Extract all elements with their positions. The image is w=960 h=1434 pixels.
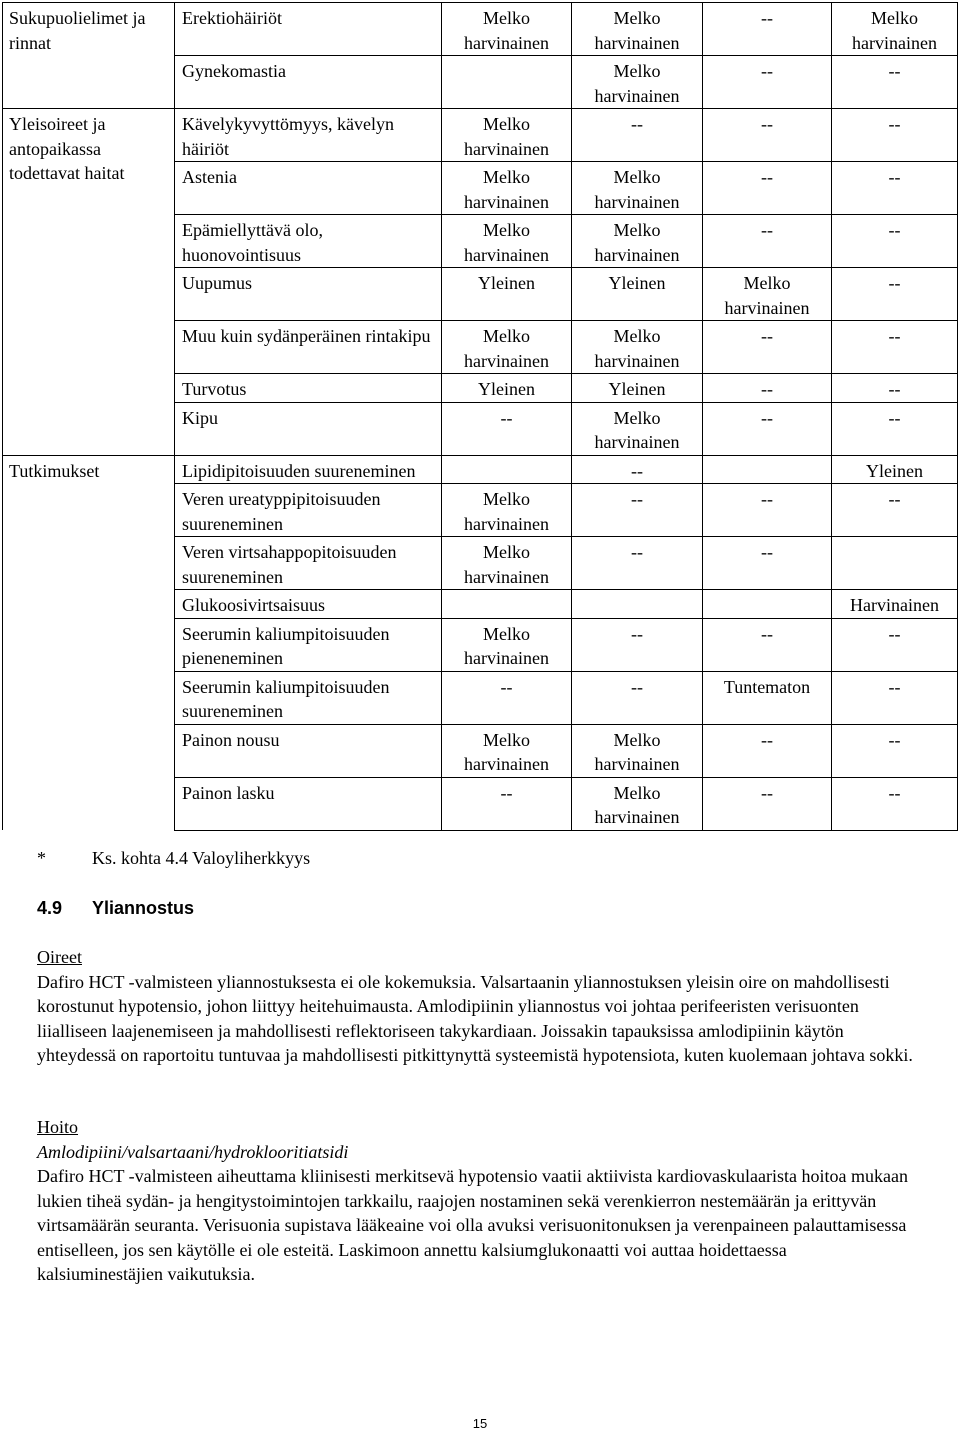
page-number: 15 (472, 1416, 488, 1431)
reaction-cell: Muu kuin sydänperäinen rintakipu (175, 321, 442, 374)
footnote (37, 848, 310, 869)
treatment-subheading: Amlodipiini/valsartaani/hydroklooritiatsidi (37, 1141, 349, 1162)
treatment-text: Dafiro HCT -valmisteen aiheuttama kliinisesti merkitsevä hypotensio vaatii aktiivista kardiovaskulaarista hoitoa mukaan lukien tiheä sydän- ja hengitystoimintojen tarkkailu, raajojen nostaminen sekä verenkierron nestemäärän ja erittyvän virtsamäärän seuranta. Verisuonia supistava lääkeaine voi olla avuksi verisuonitonuksen ja verenpaineen palauttamisessa entiselleen, jos sen käytölle ei ole esteitä. Laskimoon annettu kalsiumglukonaatti voi auttaa hoidettaessa kalsiuminestäjien vaikutuksia. (37, 1166, 908, 1284)
reaction-cell: Glukoosivirtsaisuus (175, 590, 442, 619)
frequency-cell: -- (832, 56, 958, 109)
reaction-cell: Turvotus (175, 374, 442, 403)
frequency-cell: -- (832, 321, 958, 374)
footnote-marker: * (37, 848, 46, 868)
frequency-cell: -- (703, 321, 832, 374)
treatment-block (37, 1115, 917, 1287)
frequency-cell: -- (703, 724, 832, 777)
reaction-cell: Uupumus (175, 268, 442, 321)
frequency-cell: -- (703, 56, 832, 109)
frequency-cell: -- (832, 162, 958, 215)
section-number: 4.9 (37, 898, 63, 918)
frequency-cell: Melko harvinainen (572, 215, 703, 268)
frequency-cell: Melko harvinainen (442, 724, 572, 777)
reaction-cell: Veren virtsahappopitoisuuden suureneminen (175, 537, 442, 590)
frequency-cell: -- (832, 724, 958, 777)
section-title: Yliannostus (92, 898, 195, 918)
frequency-cell: Melko harvinainen (703, 268, 832, 321)
frequency-cell: Yleinen (572, 268, 703, 321)
frequency-cell: Tuntematon (703, 671, 832, 724)
frequency-cell: Melko harvinainen (832, 3, 958, 56)
frequency-cell: -- (703, 3, 832, 56)
frequency-cell: Melko harvinainen (572, 402, 703, 455)
reaction-cell: Seerumin kaliumpitoisuuden pieneneminen (175, 618, 442, 671)
frequency-cell: -- (442, 777, 572, 830)
reaction-cell: Painon nousu (175, 724, 442, 777)
frequency-cell (703, 455, 832, 484)
frequency-cell: Melko harvinainen (442, 162, 572, 215)
frequency-cell: Melko harvinainen (572, 724, 703, 777)
reaction-cell: Lipidipitoisuuden suureneminen (175, 455, 442, 484)
frequency-cell: Yleinen (832, 455, 958, 484)
frequency-cell: -- (832, 215, 958, 268)
frequency-cell: -- (572, 455, 703, 484)
frequency-cell (442, 590, 572, 619)
category-cell: Tutkimukset (3, 455, 175, 830)
frequency-cell: -- (832, 402, 958, 455)
frequency-cell: -- (703, 618, 832, 671)
frequency-cell: Yleinen (442, 374, 572, 403)
frequency-cell (442, 455, 572, 484)
frequency-cell: -- (832, 484, 958, 537)
frequency-cell: -- (832, 268, 958, 321)
reaction-cell: Seerumin kaliumpitoisuuden suureneminen (175, 671, 442, 724)
frequency-cell: Melko harvinainen (442, 3, 572, 56)
frequency-cell: -- (572, 109, 703, 162)
frequency-cell: Harvinainen (832, 590, 958, 619)
frequency-cell: Melko harvinainen (442, 321, 572, 374)
footnote-text: Ks. kohta 4.4 Valoyliherkkyys (92, 848, 311, 868)
frequency-cell: Melko harvinainen (442, 618, 572, 671)
frequency-cell: -- (442, 402, 572, 455)
frequency-cell: -- (572, 484, 703, 537)
frequency-cell: Melko harvinainen (442, 537, 572, 590)
frequency-cell: -- (832, 618, 958, 671)
frequency-cell: Yleinen (442, 268, 572, 321)
frequency-cell: -- (572, 537, 703, 590)
frequency-cell: -- (703, 777, 832, 830)
frequency-cell: Melko harvinainen (442, 109, 572, 162)
category-cell: Sukupuolielimet ja rinnat (3, 3, 175, 109)
frequency-cell: Melko harvinainen (572, 777, 703, 830)
frequency-cell: -- (703, 374, 832, 403)
reaction-cell: Painon lasku (175, 777, 442, 830)
reaction-cell: Epämiellyttävä olo, huonovointisuus (175, 215, 442, 268)
frequency-cell: Melko harvinainen (572, 321, 703, 374)
frequency-cell: Melko harvinainen (572, 3, 703, 56)
frequency-cell: -- (832, 777, 958, 830)
frequency-cell: -- (703, 215, 832, 268)
reaction-cell: Kipu (175, 402, 442, 455)
frequency-cell: -- (832, 374, 958, 403)
table-row (3, 109, 958, 162)
frequency-cell: -- (832, 671, 958, 724)
reaction-cell: Astenia (175, 162, 442, 215)
symptoms-heading: Oireet (37, 947, 82, 967)
frequency-cell: -- (832, 109, 958, 162)
frequency-cell: Melko harvinainen (442, 484, 572, 537)
frequency-cell (442, 56, 572, 109)
table-row (3, 455, 958, 484)
frequency-cell: -- (572, 671, 703, 724)
frequency-cell (572, 590, 703, 619)
symptoms-block (37, 945, 917, 1068)
frequency-cell (703, 590, 832, 619)
reaction-cell: Kävelykyvyttömyys, kävelyn häiriöt (175, 109, 442, 162)
frequency-cell: -- (703, 162, 832, 215)
frequency-cell: Melko harvinainen (572, 162, 703, 215)
frequency-cell: -- (703, 402, 832, 455)
section-heading (37, 898, 194, 919)
table-row (3, 3, 958, 56)
reaction-cell: Erektiohäiriöt (175, 3, 442, 56)
frequency-cell: Yleinen (572, 374, 703, 403)
reaction-cell: Veren ureatyppipitoisuuden suureneminen (175, 484, 442, 537)
symptoms-text: Dafiro HCT -valmisteen yliannostuksesta ei ole kokemuksia. Valsartaanin yliannostuksen yleisin oire on mahdollisesti korostunut hypotensio, johon liittyy heitehuimausta. Amlodipiinin yliannostus voi johtaa perifeeristen verisuonten liialliseen laajenemiseen ja mahdollisesti reflektoriseen takykardiaan. Joissakin tapauksissa amlodipiinin käytön yhteydessä on raportoitu tuntuvaa ja mahdollisesti pitkittynyttä systeemistä hypotensiota, kuten kuolemaan johtava sokki. (37, 971, 913, 1065)
frequency-cell: Melko harvinainen (442, 215, 572, 268)
frequency-cell: -- (442, 671, 572, 724)
adverse-reactions-table (2, 2, 958, 831)
category-cell: Yleisoireet ja antopaikassa todettavat haitat (3, 109, 175, 456)
frequency-cell: Melko harvinainen (572, 56, 703, 109)
treatment-heading: Hoito (37, 1117, 79, 1137)
frequency-cell: -- (703, 109, 832, 162)
frequency-cell: -- (703, 484, 832, 537)
frequency-cell (832, 537, 958, 590)
reaction-cell: Gynekomastia (175, 56, 442, 109)
frequency-cell: -- (703, 537, 832, 590)
frequency-cell: -- (572, 618, 703, 671)
